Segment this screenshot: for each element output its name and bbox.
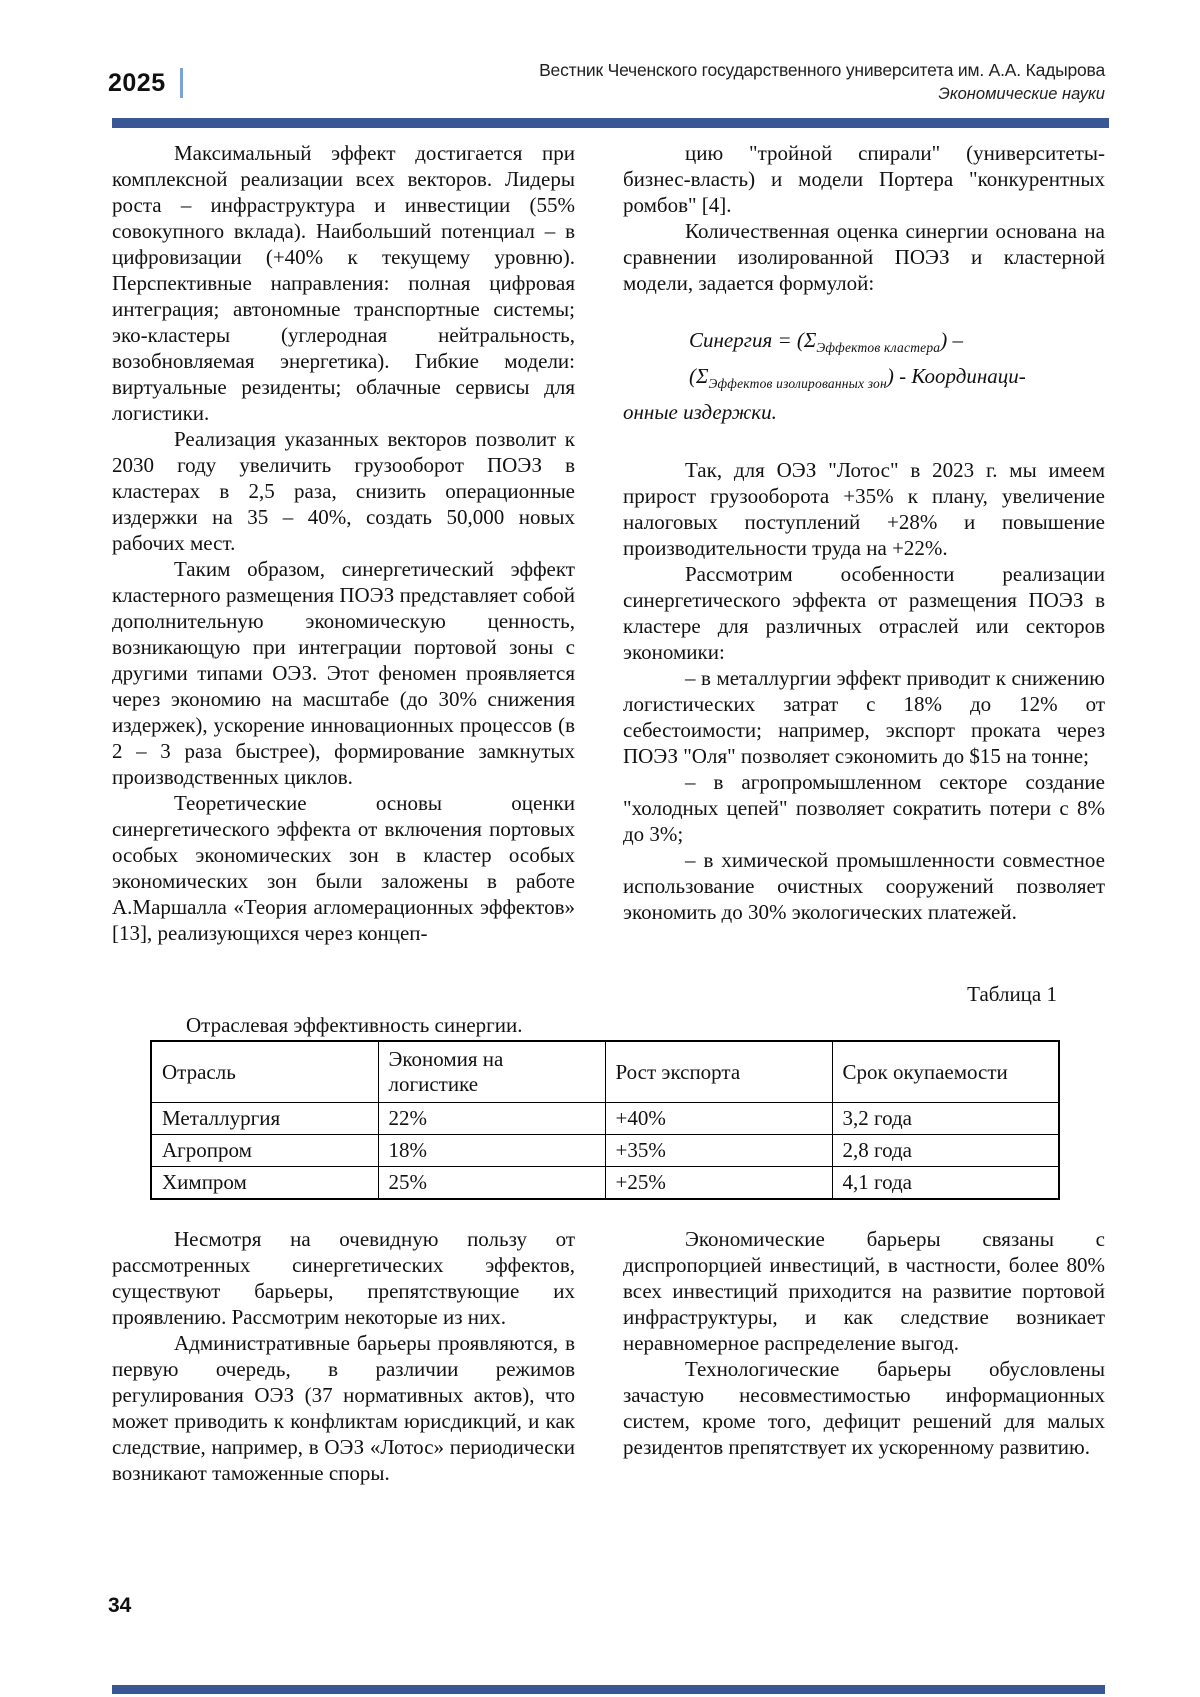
paragraph: Административные барьеры проявляются, в первую очередь, в различии режимов регулирования ОЭЗ (37 нормативных актов), что может приводить к конфликтам юрисдикций, и как следствие, например, в ОЭЗ «Лотос» периодически возникают таможенные споры. — [112, 1331, 575, 1485]
edition-year-block — [108, 60, 183, 98]
bottom-columns — [0, 1200, 1200, 1486]
footer-rule — [112, 1685, 1105, 1694]
paragraph: цию "тройной спирали" (университеты-бизнес-власть) и модели Портера "конкурентных ромбов" [4]. — [623, 141, 1105, 217]
table-cell: Химпром — [151, 1167, 378, 1200]
journal-title: Вестник Чеченского государственного университета им. А.А. Кадырова — [539, 60, 1105, 80]
formula-line — [623, 326, 1105, 362]
journal-title-block — [539, 60, 1105, 104]
paragraph: Количественная оценка синергии основана на сравнении изолированной ПОЭЗ и кластерной модели, задается формулой: — [623, 219, 1105, 295]
synergy-formula — [623, 326, 1105, 427]
formula-text: ) - Координаци- — [886, 364, 1026, 389]
table-cell: 22% — [378, 1103, 605, 1135]
table-header-row — [151, 1041, 1059, 1103]
paragraph: Экономические барьеры связаны с диспропорцией инвестиций, в частности, более 80% всех инвестиций приходится на развитие портовой инфраструктуры, и как следствие возникает неравномерное распределение выгод. — [623, 1227, 1105, 1355]
paragraph: Технологические барьеры обусловлены зачастую несовместимостью информационных систем, кроме того, дефицит решений для малых резидентов препятствует их ускоренному развитию. — [623, 1357, 1105, 1459]
table-cell: Металлургия — [151, 1103, 378, 1135]
bottom-left-column — [112, 1226, 575, 1486]
page-header — [0, 0, 1200, 104]
paragraph: Рассмотрим особенности реализации синергетического эффекта от размещения ПОЭЗ в кластере для различных отраслей или секторов экономики: — [623, 562, 1105, 665]
table-cell: 25% — [378, 1167, 605, 1200]
table-cell: +25% — [605, 1167, 832, 1200]
paragraph: – в агропромышленном секторе создание "холодных цепей" позволяет сократить потери с 8% до 3%; — [623, 770, 1105, 847]
table-label: Таблица 1 — [967, 982, 1057, 1006]
formula-text: (Σ — [689, 364, 709, 389]
paragraph: – в металлургии эффект приводит к снижению логистических затрат с 18% до 12% от себестоимости; например, экспорт проката через ПОЭЗ "Оля" позволяет сэкономить до $15 на тонне; — [623, 666, 1105, 769]
right-column — [623, 140, 1105, 946]
year-divider — [180, 68, 183, 98]
synergy-table — [150, 1040, 1060, 1200]
table-header-cell: Рост экспорта — [605, 1041, 832, 1103]
bottom-right-column — [623, 1226, 1105, 1486]
formula-subscript: Эффектов кластера — [816, 340, 941, 356]
table-cell: 3,2 года — [832, 1103, 1059, 1135]
table-cell: 2,8 года — [832, 1135, 1059, 1167]
paragraph: Реализация указанных векторов позволит к 2030 году увеличить грузооборот ПОЭЗ в кластерах в 2,5 раза, снизить операционные издержки на 35 – 40%, создать 50,000 новых рабочих мест. — [112, 427, 575, 555]
paragraph: Максимальный эффект достигается при комплексной реализации всех векторов. Лидеры роста – инфраструктура и инвестиции (55% совокупного вклада). Наибольший потенциал – в цифровизации (+40% к текущему уровню). Перспективные направления: полная цифровая интеграция; автономные транспортные системы; эко-кластеры (углеродная нейтральность, возобновляемая энергетика). Гибкие модели: виртуальные резиденты; облачные сервисы для логистики. — [112, 141, 575, 425]
table-cell: +40% — [605, 1103, 832, 1135]
formula-line — [623, 362, 1105, 398]
left-column — [112, 140, 575, 946]
table-cell: +35% — [605, 1135, 832, 1167]
table-cell: Агропром — [151, 1135, 378, 1167]
paragraph: Так, для ОЭЗ "Лотос" в 2023 г. мы имеем прирост грузооборота +35% к плану, увеличение налоговых поступлений +28% и повышение производительности труда на +22%. — [623, 458, 1105, 561]
article-columns — [0, 128, 1200, 946]
paragraph: – в химической промышленности совместное использование очистных сооружений позволяет экономить до 30% экологических платежей. — [623, 848, 1105, 925]
table-cell: 18% — [378, 1135, 605, 1167]
header-rule — [112, 118, 1109, 128]
table-caption: Отраслевая эффективность синергии. — [186, 1013, 523, 1037]
page-number: 34 — [108, 1594, 132, 1617]
edition-year: 2025 — [108, 68, 166, 97]
paragraph: Таким образом, синергетический эффект кластерного размещения ПОЭЗ представляет собой дополнительную экономическую ценность, возникающую при интеграции портовой зоны с другими типами ОЭЗ. Этот феномен проявляется через экономию на масштабе (до 30% снижения издержек), ускорение инновационных процессов (в 2 – 3 раза быстрее), формирование замкнутых производственных циклов. — [112, 557, 575, 789]
formula-line: онные издержки. — [623, 400, 777, 425]
table-header-cell: Срок окупаемости — [832, 1041, 1059, 1103]
table-row — [151, 1167, 1059, 1200]
paragraph: Теоретические основы оценки синергетического эффекта от включения портовых особых экономических зон в кластер особых экономических зон были заложены в работе А.Маршалла «Теория агломерационных эффектов» [13], реализующихся через концеп- — [112, 791, 575, 945]
journal-section: Экономические науки — [938, 85, 1105, 103]
table-header-cell: Отрасль — [151, 1041, 378, 1103]
formula-text: Синергия = (Σ — [689, 328, 817, 352]
table-header-cell: Экономия на логистике — [378, 1041, 605, 1103]
formula-text: ) – — [940, 328, 963, 352]
table-row — [151, 1135, 1059, 1167]
table-row — [151, 1103, 1059, 1135]
formula-subscript: Эффектов изолированных зон — [708, 376, 887, 392]
paragraph: Несмотря на очевидную пользу от рассмотренных синергетических эффектов, существуют барьеры, препятствующие их проявлению. Рассмотрим некоторые из них. — [112, 1227, 575, 1329]
table-cell: 4,1 года — [832, 1167, 1059, 1200]
